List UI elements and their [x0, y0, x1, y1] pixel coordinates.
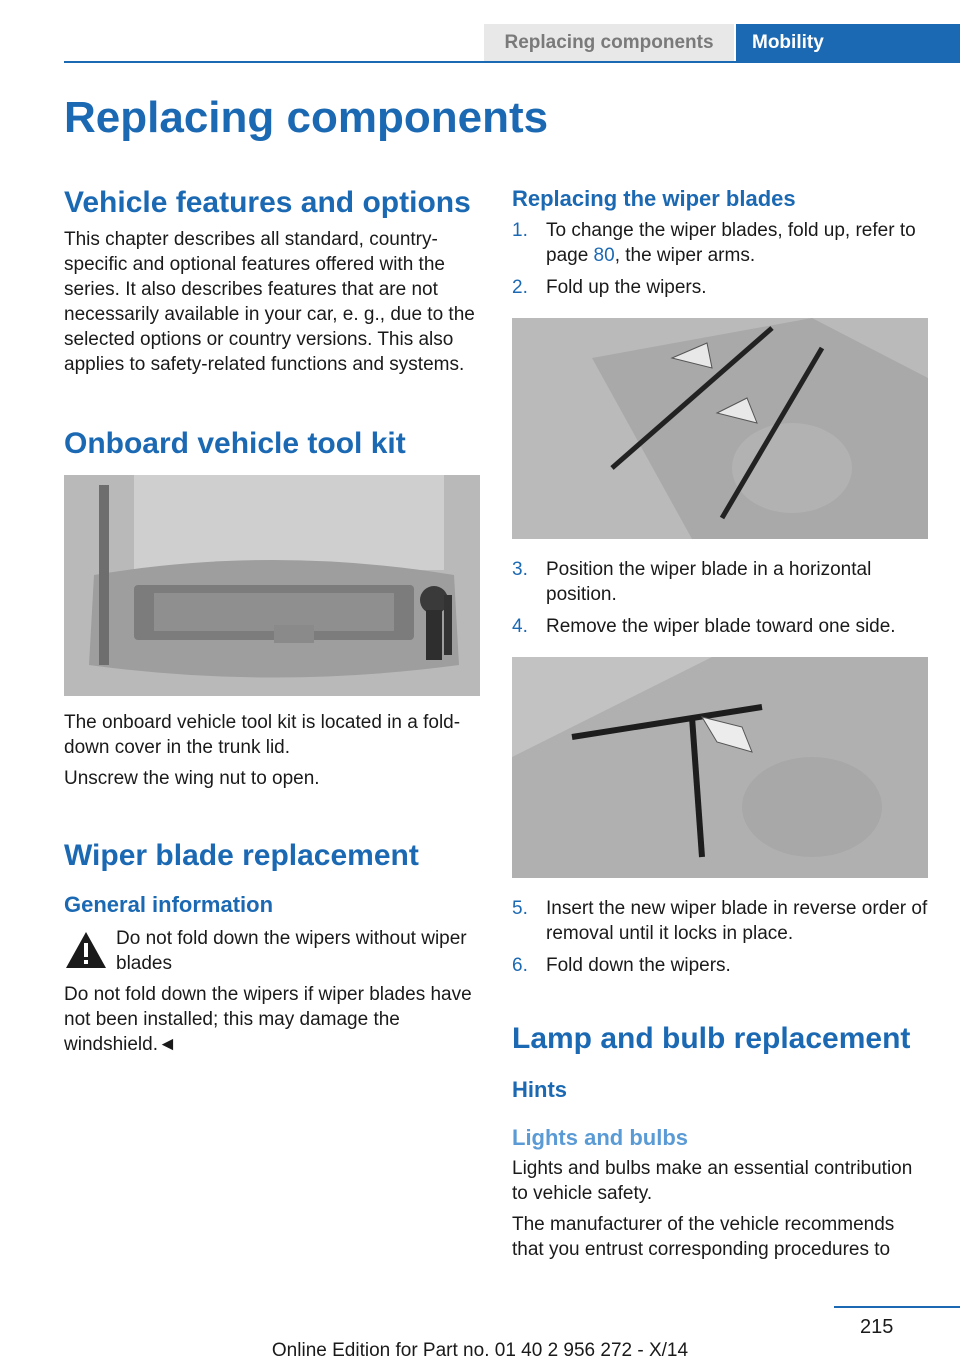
page-link[interactable]: 80 [593, 245, 615, 267]
step-number: 6. [512, 955, 528, 977]
lights-heading: Lights and bulbs [512, 1125, 688, 1151]
step-text: Insert the new wiper blade in reverse order of removal until it locks in place. [546, 898, 928, 945]
wiper-heading: Wiper blade replacement [64, 839, 419, 872]
step-number: 3. [512, 559, 528, 581]
fold-wipers-figure [512, 318, 928, 539]
step-number: 4. [512, 616, 528, 638]
list-item [512, 953, 928, 978]
footer-rule [834, 1306, 960, 1308]
lamp-heading: Lamp and bulb replacement [512, 1022, 911, 1056]
warning-text: Do not fold down the wipers if wiper blades have not been installed; this may damage the windshield.◄ [64, 983, 472, 1055]
step-text: To change the wiper blades, fold up, refer to page 80, the wiper arms. [546, 220, 916, 267]
step-number: 2. [512, 277, 528, 299]
page-title: Replacing components [64, 93, 549, 142]
list-item [512, 896, 928, 946]
warning-block [64, 926, 480, 976]
lights-text-2: The manufacturer of the vehicle recommends that you entrust corresponding procedures to [512, 1213, 895, 1260]
step-text: Position the wiper blade in a horizontal position. [546, 559, 872, 606]
header-chapter-tab: Mobility [736, 24, 960, 62]
toolkit-illustration [64, 475, 480, 696]
warning-title: Do not fold down the wipers without wiper blades [116, 927, 467, 974]
fold-wipers-illustration [512, 318, 928, 539]
list-item [512, 614, 928, 639]
toolkit-heading: Onboard vehicle tool kit [64, 426, 406, 460]
lights-text-1: Lights and bulbs make an essential contribution to vehicle safety. [512, 1157, 913, 1204]
steps-list-b [512, 557, 928, 639]
step-text: Remove the wiper blade toward one side. [546, 616, 896, 638]
remove-blade-figure [512, 657, 928, 878]
step-text: Fold down the wipers. [546, 955, 731, 977]
step-text: Fold up the wipers. [546, 277, 707, 299]
header-section-tab: Replacing components [484, 24, 734, 62]
steps-list-c [512, 896, 928, 978]
toolkit-text-1: The onboard vehicle tool kit is located in a fold-down cover in the trunk lid. [64, 712, 461, 758]
hints-heading: Hints [512, 1076, 567, 1102]
features-heading: Vehicle features and options [64, 186, 471, 219]
list-item [512, 218, 928, 268]
list-item [512, 557, 928, 607]
left-column [64, 186, 480, 1057]
steps-list-a [512, 218, 928, 300]
page-number: 215 [860, 1316, 894, 1338]
replacing-wiper-heading: Replacing the wiper blades [512, 186, 796, 211]
edition-note: Online Edition for Part no. 01 40 2 956 272 - X/14 [271, 1340, 689, 1361]
step-number: 5. [512, 898, 528, 920]
step-number: 1. [512, 220, 528, 242]
warning-triangle-icon [64, 930, 108, 970]
right-column [512, 186, 928, 1262]
toolkit-figure [64, 475, 480, 696]
list-item [512, 275, 928, 300]
features-text: This chapter describes all standard, country-specific and optional features offered with the series. It also describes features that are not necessarily available in your car, e. g., due to the selected options or country versions. This also applies to safety-related functions and systems. [64, 228, 475, 375]
header-rule [64, 61, 960, 63]
toolkit-text-2: Unscrew the wing nut to open. [64, 768, 320, 789]
remove-blade-illustration [512, 657, 928, 878]
general-info-heading: General information [64, 891, 274, 917]
